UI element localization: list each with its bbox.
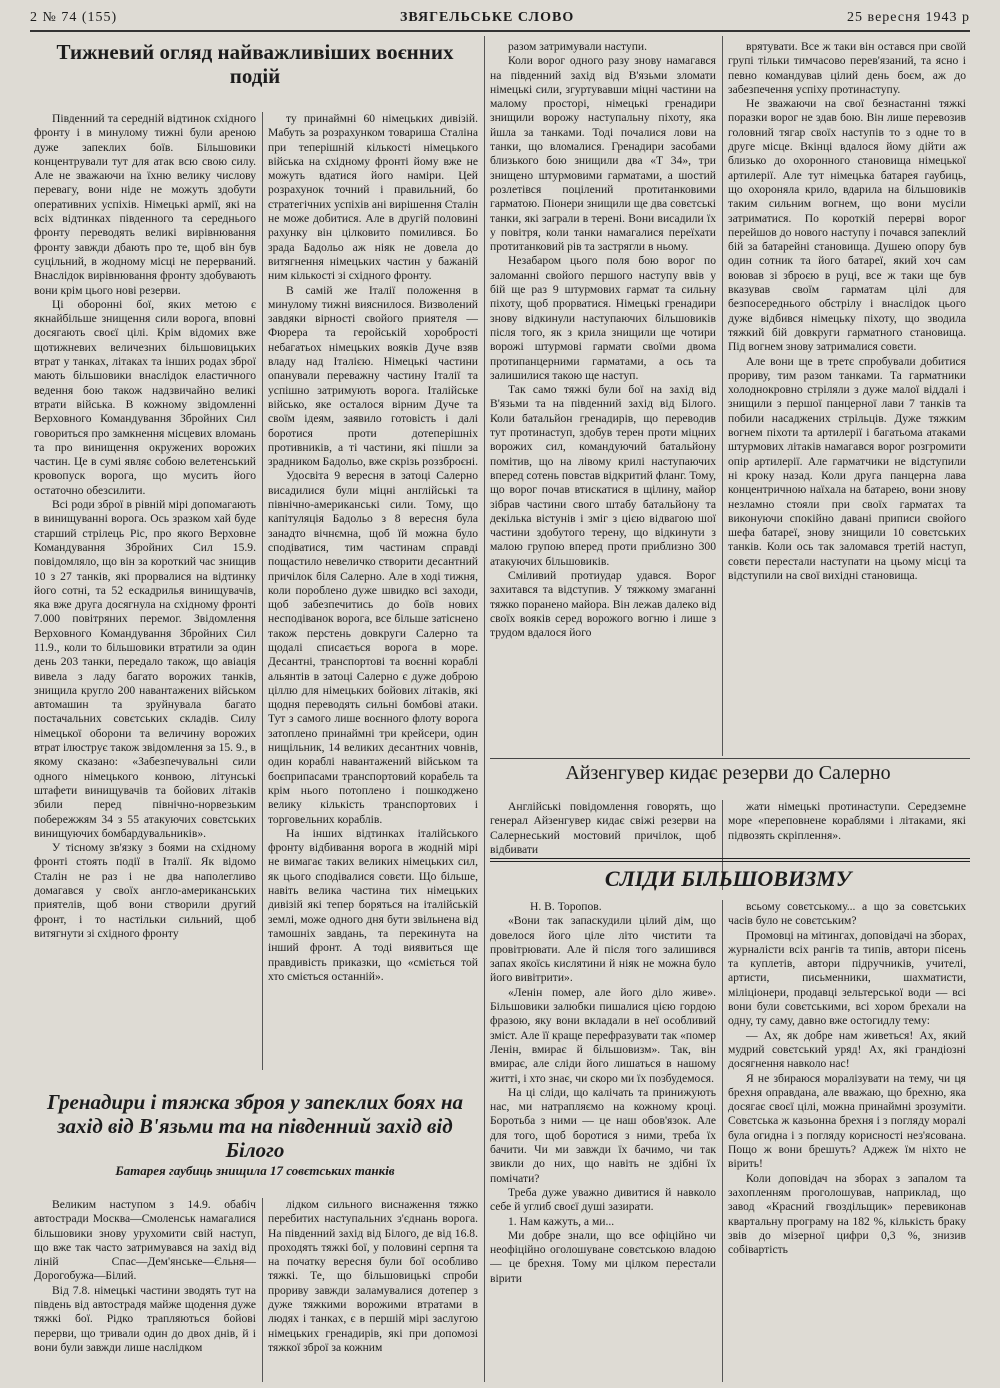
paragraph: «Ленін помер, але його діло живе». Більшовики залюбки пишалися цією гордою фразою, яку вони вкладали в неї особливий зміст. Але її краще перефразувати так «помер Ленін, вмирає й більшовизм». Так, він вмирає, але сліди його лишаться в нашому житті, і хто знає, чи скоро ми їх позбудемося. [490,985,716,1085]
article-column [490,900,716,1382]
paragraph: всьому совєтському... а що за совєтських часів було не совєтським? [728,900,966,928]
paragraph: Коли ворог одного разу знову намагався на південний захід від В'язьми зломати німецькі сили, згуртувавши міцні частини на малому просторі, німецькі гренадири знищили ворожу наступальну піхоту, яка йшла за танками. Тоді почалися лови на танки, що вломалися. Гренадири засобами близького бою знищили два «Т 34», три знищено штурмовими гарматами, а шостий розлетівся поцілений протитанковими гарматою. Піонери знищили ще два совєтські танки, які заграли в терені. Вони висадили їх у повітря, коли танки намагалися переїхати протитанковий рів та застрягли в ньому. [490,54,716,254]
paragraph: В самій же Італії положення в минулому тижні вияснилося. Визволений завдяки вірності свойого приятеля — Фюрера та геройській хоробрості небагатьох німецьких вояків Дуче взяв владу над Італією. Німецькі частини опанували переважну частину Італії та успішно затримують ворога. Італійське військо, яке осталося вірним Дуче та своїм ідеям, заявило готовість і далі боротися проти дотеперішніх противників, а ті частини, які пішли за зрадником Бадольо, вже скрізь роззброєні. [268,283,478,469]
paragraph: У тісному зв'язку з боями на східному фронті стоять події в Італії. Як відомо Сталін не раз і не два наполегливо домагався у своїх англо-американських приятелів, щоб вони створили другий фронт, і то настільки сильний, щоб витягнути зі східного фронту [34,841,256,940]
article-subtitle: Батарея гаубиць знищила 17 совєтських танків [115,1164,395,1178]
column-rule [722,36,723,756]
paragraph: Удосвіта 9 вересня в затоці Салерно висадилися були міцні англійські та північно-американські сили. Тому, що капітуляція Бадольо з 8 вересня була занадто вічнємна, щоб їй можна було сподіватися, тим частинам справді пощастило невеличко створити десантний причілок біля Салерно. Але в ході тижня, коли пороблено дуже швидко всі заходи, щоб забезпечитись до боїв нових несподіванок ворога, все більше затіснено також перстень довкруги Салерно та щодалі списається ворога в море. Десантні, транспортові та воєнні кораблі альянтів в затоці Салерно є дуже доброю ціллю для німецьких бойових літаків, які щодня переводять сильні бомбові атаки. Тут з самого лише воєнного флоту ворога затоплено принаймні три крейсери, один нищільник, 14 великих десантних човнів, один кораблі навантажений військом та боєприпасами транспортовий корабель та крім нього потоплено і пошкоджено велику кількість транспортових і торговельних кораблів. [268,469,478,826]
paragraph: Ці оборонні бої, яких метою є якнайбільше знищення сили ворога, вповні досягають своєї цілі. Крім відомих вже щотижневих величезних більшовицьких втрат у танках, літаках та інших родах зброї мають більшовики внаслідок еластичного ведення бою також надзвичайно великі втрати війська. В кожному звідомленні Верховного Командування Збройних Сил говориться про замкнення місцевих вломань та про винищення окружених ворожих частин. Це в сумі являє собою велетенський кровопуск ворога, що мусить його остаточно обезсилити. [34,297,256,497]
paragraph: жати німецькі протинаступи. Середземне море «переповнене кораблями і літаками, які підвозять скріплення». [728,800,966,842]
paragraph: Південний та середній відтинок східного фронту і в минулому тижні були ареною дуже запеклих боїв. Більшовики концентрували тут для атак всю свою силу. Але не зважаючи на їхню велику числову перевагу, вони ніде не можуть здобути оперативних успіхів. Німецькі армії, які на всіх відтинках південного та середнього фронту переводять великі вирівнювання фронту завжди дбають про те, щоб він був суцільний, в жодному місці не перерваний. Внаслідок вирівнювання фронту здобувають вони крім цього нові резерви. [34,112,256,297]
article-column [268,112,478,1070]
article-column [490,40,716,756]
article-title: Тижневий огляд найважливіших воєнних подій [56,40,454,89]
paragraph: Але вони ще в третє спробували добитися прориву, тим разом танками. Та гарматники холоднокровно стріляли з дуже малої віддалі і знищили з першої панцерної лави 7 танків та побили насаджених стрільців. Дуже тяжким вогнем піхоти та артилерії і багатьома атаками штурмових літаків намагався ворог розгромити опір артилерії. Але гарматчики не відступили ні кроку назад. Коли друга панцерна лава концентричною наїхала на батарею, вони знову незламно стояли при своїх гарматах та виконуючи спокійно давані приписи свойого шефа батареї, знову знищили 10 совєтських танків. Коли ось так заломався третій наступ, совєти перестали наступати на цьому місці та відступили на свої вихідні становища. [728,354,966,582]
column-rule [484,36,485,1382]
paragraph: «Вони так запаскудили цілий дім, що довелося його ціле літо чистити та провітрювати. Але й після того залишився запах якоїсь кислятини й ніяк не можна було його вивітрити». [490,914,716,985]
paragraph: Так само тяжкі були бої на захід від В'язьми та на південний захід від Білого. Коли батальйон гренадирів, що переводив тут протинаступ, здобув терен проти міцних ворожих сил, командуючий батальйону помітив, що на лівому крилі наступаючих вперед сотень повстав відкритий фланг. Тому, що ворог почав втискатися в щілину, майор зібрав частини свого штабу батальйону та декілька вістунів і зміг з цією відвагою шої частини здобутого терену, що відкинути з малою групою вперед проти приблизно 300 атакуючих більшовиків. [490,383,716,568]
paragraph: Великим наступом з 14.9. обабіч автостради Москва—Смоленськ намагалися більшовики знову урухомити свій наступ, що вже так часто затримувався на захід від ліній Спас—Дем'янське—Єльня—Дорогобужа—Білий. [34,1198,256,1283]
newspaper-name: ЗВЯГЕЛЬСЬКЕ СЛОВО [400,10,575,25]
paragraph: Всі роди зброї в рівній мірі допомагають в винищуванні ворога. Ось зразком хай буде старший стрілець Ріс, про якого Верховне Командування Збройних Сил 15.9. повідомляло, що він за короткий час знищив 10 з 27 танків, які прорвалися на відтинку його сотні, та 52 ескадрилья винищувачів, яка вже друга досягнула на східному фронті 7.000 повітряних перемог. Звідомлення Верховного Командування Збройних Сил 11.9., коли то більшовики втратили за один день 203 танки, передало також, що авіація вивела з ладу багато ворожих танків, знищила кругло 200 навантажених військом автомашин та зруйнувала багато постачальних совєтських складів. Силу німецької оборони та величину ворожих втрат ілюструє також звідомлення за 15. 9., в якому сказано: «Забезпечувальні сили одного німецького конвою, літунські штафети винищувачів та бойових літаків збили перед північно-норвезьким побережжям 34 з 55 атакуючих совєтських винищуючих бомбардувальників». [34,498,256,840]
article-column [268,1198,478,1382]
section-rule [490,858,970,862]
paragraph: На інших відтинках італійського фронту відбивання ворога в жодній мірі не вимагає таких великих німецьких сил, як цього сподівалися совєти. Що більше, навіть велика частина тих німецьких дивізій які тепер боряться на італійській землі, може одного дня бути звільнена від тамошніх завдань, та перекинута на інший фронт. А тоді виявиться ще правдивість приказки, що «сміється той хто сміється останній». [268,826,478,983]
paragraph: врятувати. Все ж таки він остався при своїй групі тільки тимчасово перев'язаний, та ясно і певно командував цілий день боєм, аж до забезпечення успіху протинаступу. [728,40,966,96]
article-title: СЛІДИ БІЛЬШОВИЗМУ [604,866,852,891]
paragraph: Не зважаючи на свої безнастанні тяжкі поразки ворог не здав бою. Він лише перевозив головний тягар своїх наступів то з одне то в друге місце. Вкінці вдалося йому дійти аж близько до охоронного становища німецької артилерії. Але тут німецька батарея гаубиць, що охороняла крило, вдарила на більшовиків таким сильним вогнем, що вони мусіли затриматися. По короткій перерві ворог перейшов до нового наступу і почався запеклий бій за батарейні становища. Душею опору був один сотник та його батареї, який хоч сам воював зі зброєю в руці, все ж таки ще був вказував своїм гарматам цілі для безпосереднього обстрілу і внаслідок цього дуже відбився німецьку піхоту, що зводила тяжкий бій довкруги гарматного становища. Під вогнем знову затрималися совєти. [728,97,966,354]
paragraph: Коли доповідач на зборах з запалом та захопленням проголошував, наприклад, що завод «Красний гвоздільщик» перевиконав квартальну програму на 182 %, кількість браку звів до мізерної цифри 0,3 %, знизив собівартість [728,1171,966,1257]
article-column [34,1198,256,1382]
paragraph: Я не збираюся моралізувати на тему, чи ця брехня оправдана, але вважаю, що брехню, яка досягає своєї цілі, можна принаймні зрозуміти. Совєтська ж казьонна брехня і з погляду моралі була огидна і з погляду корисності нез'ясована. Пощо ж вони брешуть? Аджеж їм ніхто не вірить! [728,1071,966,1171]
paragraph: Промовці на мітингах, доповідачі на зборах, журналісти всіх рангів та типів, автори пісень та куплетів, автори підручників, учителі, артисти, письменники, шахматисти, міліціонери, продавці зельтерської води — всі вони були совєтськими, всі хором брехали на одну, ту саму, давно вже остогидлу тему: [728,928,966,1028]
paragraph: Від 7.8. німецькі частини зводять тут на південь від автострадя майже щодення дуже тяжкі бої. Рідко трапляються бойові перерви, що тривали один до двох днів, й і вони були завжди лише наслідком [34,1283,256,1354]
paragraph: Сміливий протиудар удався. Ворог захитався та відступив. У тяжкому змаганні тяжко поранено майора. Він лежав далеко від своїх вояків серед ворожого вогню і лише з трудом вдалося його [490,568,716,640]
paragraph: — Ах, як добре нам живеться! Ах, який мудрий совєтський уряд! Ах, які грандіозні досягнення навколо нас! [728,1028,966,1071]
section-rule [490,758,970,759]
article-title: Гренадири і тяжка зброя у запеклих боях на захід від В'язьми та на південний захід від Білого [46,1090,464,1163]
paragraph: 1. Нам кажуть, а ми... [508,1214,615,1228]
article-column [34,112,256,1070]
paragraph: Англійські повідомлення говорять, що генерал Айзенгувер кидає свіжі резерви на Салернеський мостовий причілок, щоб відбивати [490,800,716,856]
header-rule [30,30,970,32]
issue-date: 25 вересня 1943 р [847,10,970,25]
paragraph: Треба дуже уважно дивитися й навколо себе й углиб своєї душі зазирати. [490,1185,716,1214]
paragraph: ту принаймні 60 німецьких дивізій. Мабуть за розрахунком товариша Сталіна при теперішній кількості німецького війська на східному фронті йому вже не можуть вдатися його наміри. Цей розрахунок точний і правильний, бо стратегічних успіхів ані вирішення Сталін не може добитися. Але в другій половині рахунку він цілковито помилився. Бо зрада Бадольо аж ніяк не довела до витягнення німецьких частин у бажаній ним кількості зі східного фронту. [268,112,478,283]
paragraph: разом затримували наступи. [508,40,648,53]
page-header [30,8,970,30]
column-rule [262,112,263,1070]
article-author: Н. В. Торопов. [530,900,602,913]
paragraph: На ці сліди, що калічать та принижують нас, ми натрапляємо на кожному кроці. Боротьба з ними — це наш обов'язок. Але для того, щоб боротися з ними, треба їх бачити. Чи ми завжди їх бачимо, чи так звикли до них, що навіть не здібні їх помічати? [490,1085,716,1185]
column-rule [262,1198,263,1382]
article-title: Айзенгувер кидає резерви до Салерно [565,762,891,784]
paragraph: Ми добре знали, що все офіційно чи неофіційно оголошуване совєтською владою — це брехня. Тому ми цілком перестали вірити [490,1228,716,1285]
issue-number: 2 № 74 (155) [30,10,118,25]
article-column [728,900,966,1382]
paragraph: лідком сильного виснаження тяжко перебитих наступальних з'єднань ворога. На південний захід від Білого, де від 16.8. проходять тяжкі бої, у половині серпня та на початку вересня були бої особливо тяжкі. Те, що більшовицькі спроби прориву завжди заламувалися дотепер з дуже тяжкими ворожими втратами в людях і танках, є в першій мірі заслугою німецьких гренадирів, які при допомозі тяжкої зброї за кожним [268,1198,478,1354]
column-rule [722,900,723,1382]
paragraph: Незабаром цього поля бою ворог по заломанні свойого першого наступу ввів у бій ще раз 9 штурмових гармат та сильну піхоту, щоб прорватися. Німецькі гренадири знову відкинули наступаючих більшовиків після того, як з крила знищили ще чотири ворожі штурмові гармати своїми двома протипанцерними гарматами, а ось та залишилися такою ще наступ. [490,254,716,382]
article-column [728,40,966,756]
